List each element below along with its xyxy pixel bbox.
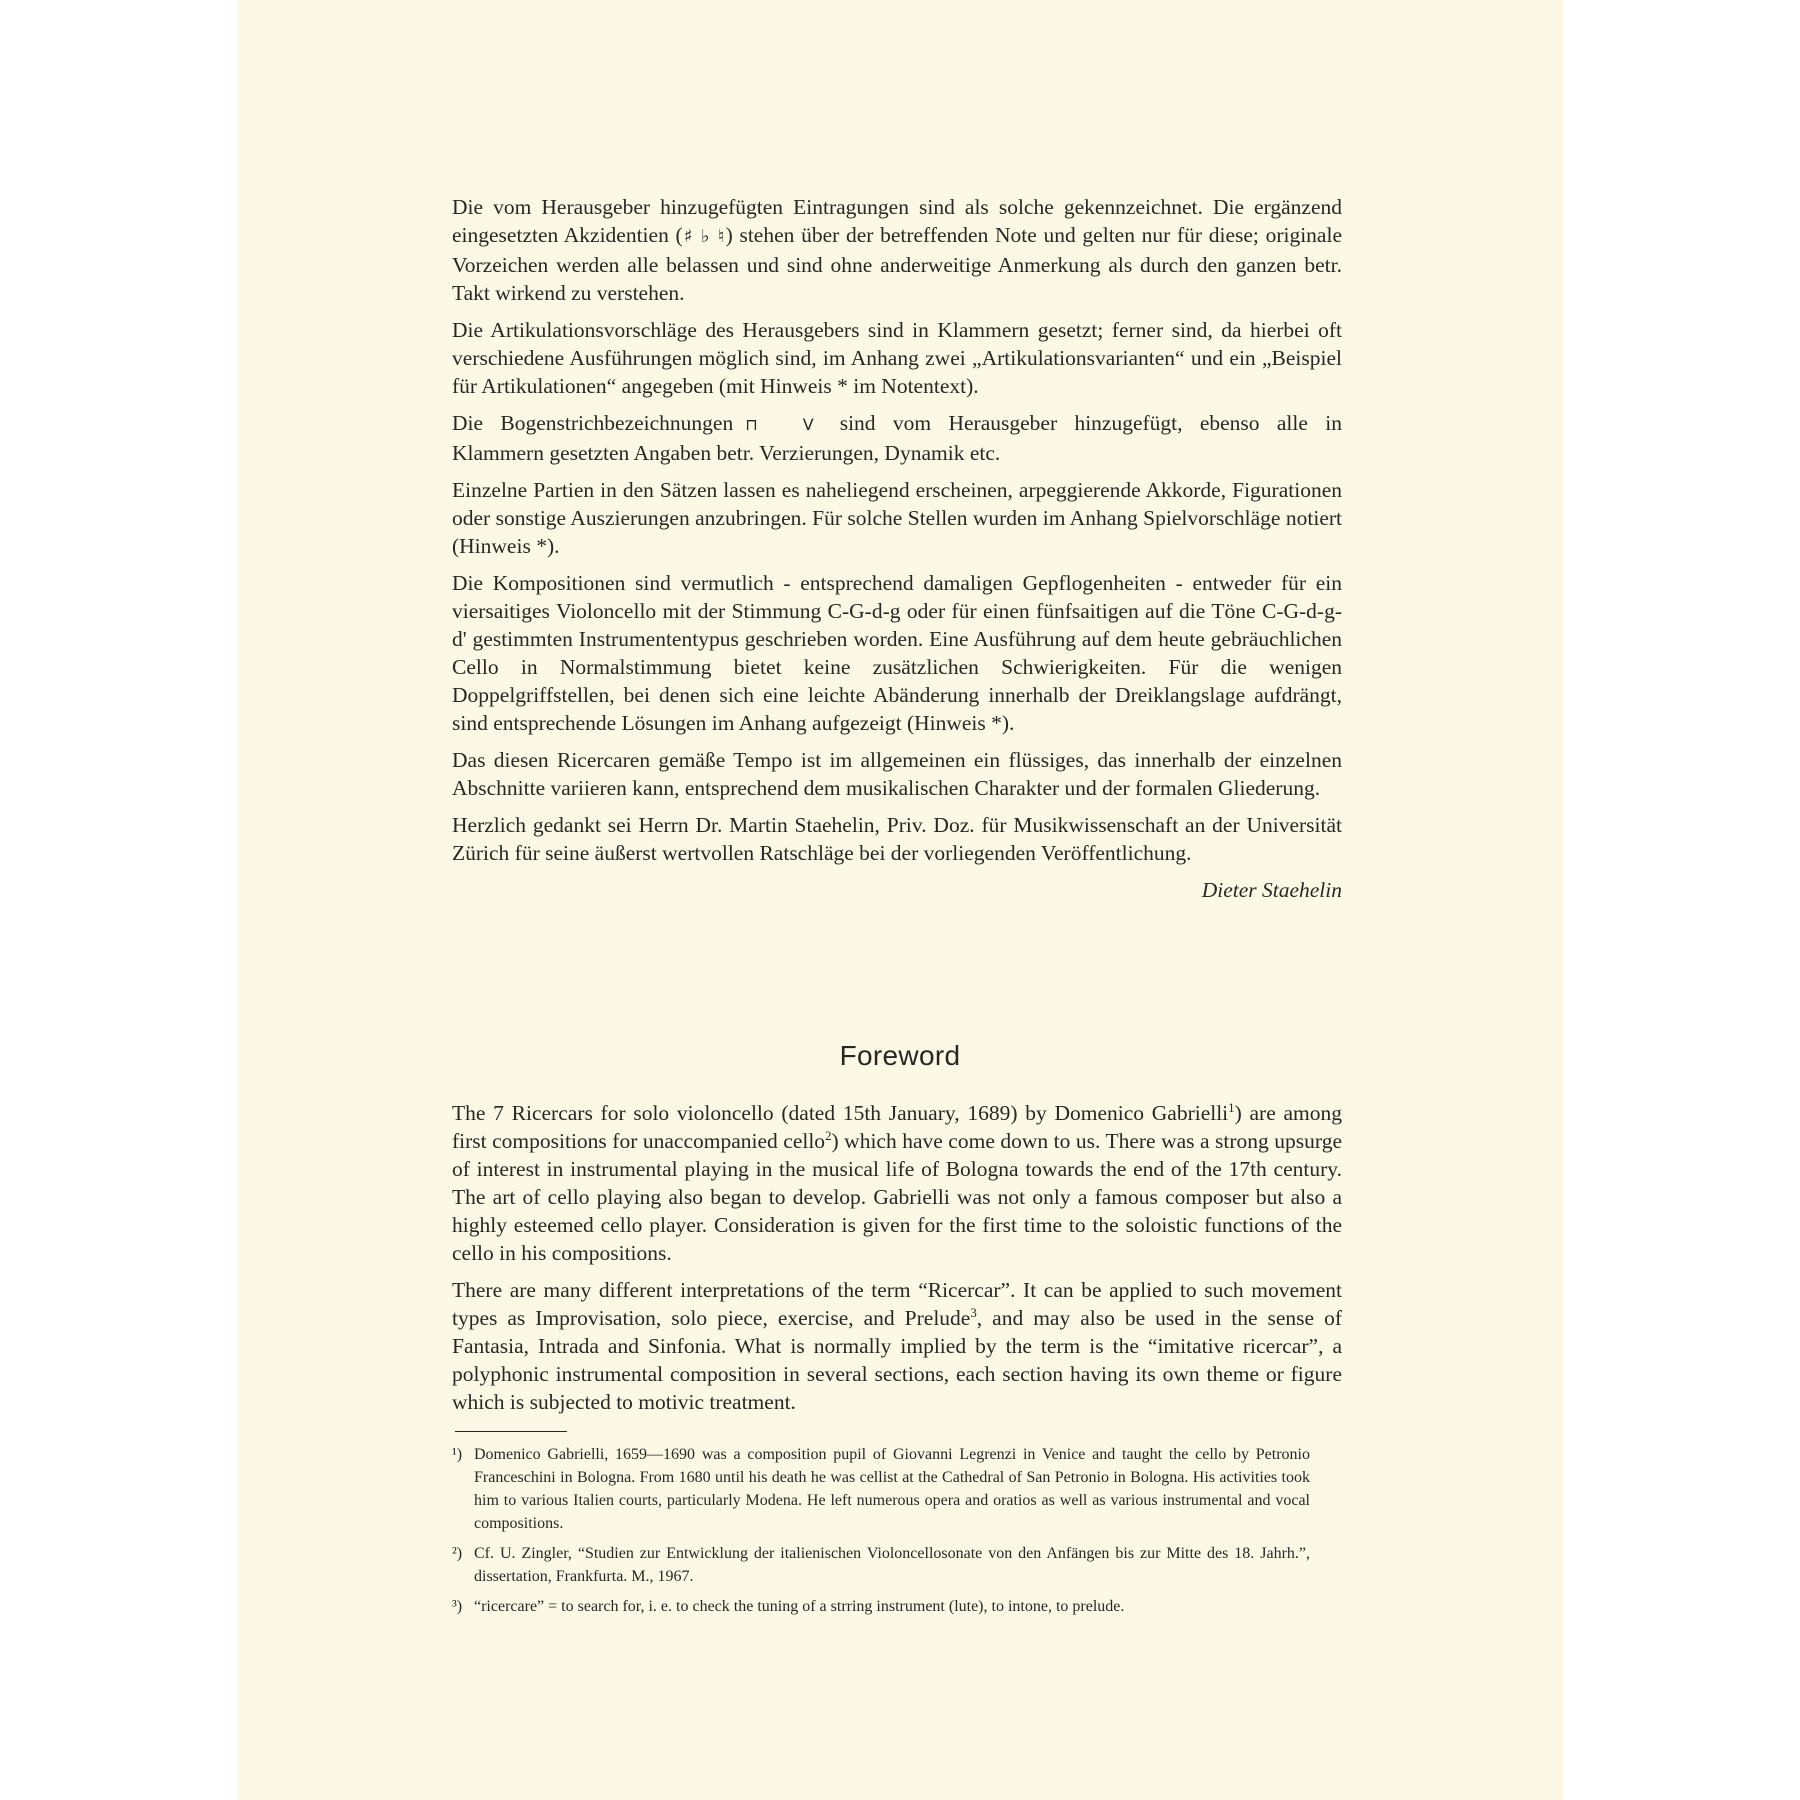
german-paragraph-1: Die vom Herausgeber hinzugefügten Eintragungen sind als solche gekennzeichnet. Die ergänzend eingesetzten Akzidentien (♯ ♭ ♮) stehen über der betreffenden Note und gelten nur für diese; originale Vorzeichen werden alle belassen und sind ohne anderweitige Anmerkung als durch den ganzen betr. Takt wirkend zu verstehen.: [452, 195, 1342, 305]
footnote-ref-2: 2: [825, 1128, 832, 1143]
footnote-divider: [455, 1431, 567, 1432]
bowing-marks-icon: ⊓ V: [745, 415, 828, 434]
footnote-text: “ricercare” = to search for, i. e. to check the tuning of a strring instrument (lute), to intone, to prelude.: [474, 1598, 1125, 1615]
german-paragraph-5: Die Kompositionen sind vermutlich - entsprechend damaligen Gepflogenheiten - entweder für ein viersaitiges Violoncello mit der Stimmung C-G-d-g oder für einen fünfsaitigen auf die Töne C-G-d-g-d' gestimmten Instrumententypus geschrieben worden. Eine Ausführung auf dem heute gebräuchlichen Cello in Normalstimmung bietet keine zusätzlichen Schwierigkeiten. Für die wenigen Doppelgriffstellen, bei denen sich eine leichte Abänderung innerhalb der Dreiklangslage aufdrängt, sind entsprechende Lösungen im Anhang aufgezeigt (Hinweis *).: [452, 571, 1342, 735]
footnote-mark: ³): [452, 1598, 463, 1615]
german-notes: [452, 193, 1342, 913]
signature: Dieter Staehelin: [1201, 878, 1342, 902]
foreword-paragraph-1: The 7 Ricercars for solo violoncello (dated 15th January, 1689) by Domenico Gabrielli$^1$) are among first compositions for unaccompanied cello$^2$) which have come down to us. There was a strong upsurge of interest in instrumental playing in the musical life of Bologna towards the end of the 17th century. The art of cello playing also began to develop. Gabrielli was not only a famous composer but also a highly esteemed cello player. Consideration is given for the first time to the soloistic functions of the cello in his compositions.: [452, 1100, 1343, 1265]
foreword-body: [452, 1099, 1342, 1425]
german-paragraph-6: Das diesen Ricercaren gemäße Tempo ist im allgemeinen ein flüssiges, das innerhalb der einzelnen Abschnitte variieren kann, entsprechend dem musikalischen Charakter und der formalen Gliederung.: [452, 748, 1342, 800]
accidentals-symbols: ♯ ♭ ♮: [682, 226, 726, 247]
foreword-paragraph-2: There are many different interpretations of the term “Ricercar”. It can be applied to such movement types as Improvisation, solo piece, exercise, and Prelude$^3$, and may also be used in the sense of Fantasia, Intrada and Sinfonia. What is normally implied by the term is the “imitative ricercar”, a polyphonic instrumental composition in several sections, each section having its own theme or figure which is subjected to motivic treatment.: [452, 1278, 1342, 1414]
footnote-2: [452, 1542, 1310, 1588]
footnote-3: [452, 1595, 1310, 1618]
footnote-1: [452, 1443, 1310, 1535]
german-paragraph-2: Die Artikulationsvorschläge des Herausgebers sind in Klammern gesetzt; ferner sind, da hierbei oft verschiedene Ausführungen möglich sind, im Anhang zwei „Artikulationsvarianten“ und ein „Beispiel für Artikulationen“ angegeben (mit Hinweis * im Notentext).: [452, 318, 1342, 398]
footnote-ref-3: 3: [970, 1305, 977, 1320]
footnote-text: Cf. U. Zingler, “Studien zur Entwicklung der italienischen Violoncellosonate von den Anfängen bis zur Mitte des 18. Jahrh.”, dissertation, Frankfurta. M., 1967.: [474, 1545, 1310, 1585]
footnotes: [452, 1443, 1310, 1625]
footnote-mark: ¹): [452, 1446, 463, 1463]
footnote-mark: ²): [452, 1545, 463, 1562]
german-paragraph-3: Die Bogenstrichbezeichnungen ⊓ V sind vom Herausgeber hinzugefügt, ebenso alle in Klammern gesetzten Angaben betr. Verzierungen, Dynamik etc.: [452, 411, 1342, 465]
german-paragraph-7: Herzlich gedankt sei Herrn Dr. Martin Staehelin, Priv. Doz. für Musikwissenschaft an der Universität Zürich für seine äußerst wertvollen Ratschläge bei der vorliegenden Veröffentlichung.: [452, 813, 1342, 865]
footnote-ref-1: 1: [1228, 1100, 1235, 1115]
foreword-title: Foreword: [839, 1040, 961, 1071]
footnote-text: Domenico Gabrielli, 1659—1690 was a composition pupil of Giovanni Legrenzi in Venice and taught the cello by Petronio Franceschini in Bologna. From 1680 until his death he was cellist at the Cathedral of San Petronio in Bologna. His activities took him to various Italien courts, particularly Modena. He left numerous opera and oratios as well as various instrumental and vocal compositions.: [474, 1446, 1310, 1532]
german-paragraph-4: Einzelne Partien in den Sätzen lassen es naheliegend erscheinen, arpeggierende Akkorde, Figurationen oder sonstige Auszierungen anzubringen. Für solche Stellen wurden im Anhang Spielvorschläge notiert (Hinweis *).: [452, 478, 1342, 558]
